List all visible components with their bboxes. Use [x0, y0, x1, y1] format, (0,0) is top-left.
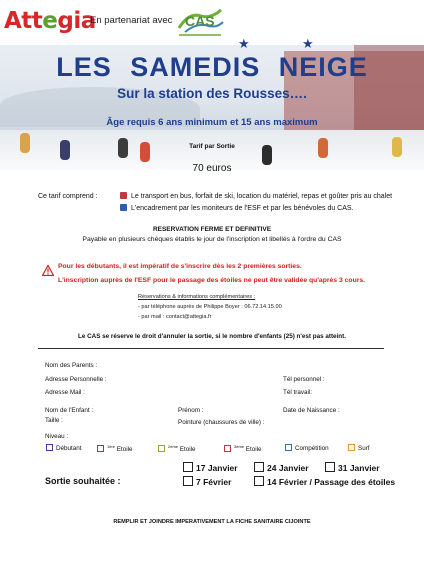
checkbox-icon[interactable]: [158, 445, 165, 452]
info-phone: - par téléphone auprès de Philippe Boyer : 06.72.14.15.00: [138, 304, 282, 310]
sortie-label: Sortie souhaitée :: [45, 476, 121, 486]
price: 70 euros: [192, 163, 232, 174]
checkbox-icon[interactable]: [224, 445, 231, 452]
tarif-item: Le transport en bus, forfait de ski, location du matériel, repas et goûter pris au chalet: [120, 192, 392, 200]
checkbox-icon[interactable]: [348, 444, 355, 451]
email-field[interactable]: Adresse Mail :: [45, 389, 85, 396]
child-name-field[interactable]: Nom de l'Enfant :: [45, 407, 94, 414]
checkbox-icon[interactable]: [254, 462, 264, 472]
checkbox-icon[interactable]: [183, 476, 193, 486]
attegia-logo: Attegia: [4, 8, 96, 34]
height-field[interactable]: Taille :: [45, 417, 63, 424]
tarif-label: Tarif par Sortie: [189, 143, 235, 150]
level-label: Niveau :: [45, 433, 69, 440]
work-phone-field[interactable]: Tél travail:: [283, 389, 313, 396]
page-title: LES SAMEDIS NEIGE: [56, 52, 368, 82]
checkbox-icon[interactable]: [285, 444, 292, 451]
cancellation-note: Le CAS se réserve le droit d'annuler la sortie, si le nombre d'enfants (25) n'est pas atteint.: [78, 333, 346, 340]
checkbox-icon[interactable]: [254, 476, 264, 486]
sortie-option-31-janvier[interactable]: 31 Janvier: [325, 462, 380, 473]
cas-logo: [175, 6, 227, 40]
partner-text: En partenariat avec: [90, 15, 173, 26]
age-requirement: Âge requis 6 ans minimum et 15 ans maximum: [106, 117, 318, 128]
tarif-includes-label: Ce tarif comprend :: [38, 193, 98, 200]
level-option-etoile-3[interactable]: $^{3ème}$ Etoile: [224, 444, 262, 453]
address-field[interactable]: Adresse Personnelle :: [45, 376, 107, 383]
personal-phone-field[interactable]: Tél personnel :: [283, 376, 325, 383]
sortie-option-14-fevrier[interactable]: 14 Février / Passage des étoiles: [254, 476, 395, 487]
reservation-text: Payable en plusieurs chèques établis le jour de l'inscription et libellés à l'ordre du CAS: [82, 236, 342, 243]
sortie-option-24-janvier[interactable]: 24 Janvier: [254, 462, 309, 473]
birth-date-field[interactable]: Date de Naissance :: [283, 407, 340, 414]
footer-note: REMPLIR ET JOINDRE IMPERATIVEMENT LA FICHE SANITAIRE CIJOINTE: [113, 519, 311, 525]
level-option-surf[interactable]: Surf: [348, 444, 370, 452]
tarif-item: L'encadrement par les moniteurs de l'ESF et par les bénévoles du CAS.: [120, 204, 354, 212]
level-option-competition[interactable]: Compétition: [285, 444, 329, 452]
level-option-etoile-1[interactable]: $^{1ère}$ Etoile: [97, 444, 133, 453]
sortie-option-17-janvier[interactable]: 17 Janvier: [183, 462, 238, 473]
red-square-icon: [120, 192, 127, 199]
warning-line-2: L'inscription auprès de l'ESF pour le passage des étoiles ne peut être validée qu'après 3 cours.: [58, 277, 366, 284]
checkbox-icon[interactable]: [46, 444, 53, 451]
first-name-field[interactable]: Prénom :: [178, 407, 204, 414]
reservation-title: RESERVATION FERME ET DEFINITIVE: [152, 226, 272, 233]
checkbox-icon[interactable]: [183, 462, 193, 472]
star-icon: ★: [238, 36, 250, 51]
cas-logo-text: CAS: [185, 13, 215, 29]
star-icon: ★: [302, 36, 314, 51]
shoe-size-field[interactable]: Pointure (chaussures de ville) :: [178, 419, 265, 426]
info-mail[interactable]: - par mail : contact@attegia.fr: [138, 314, 212, 320]
warning-icon: [42, 263, 54, 281]
parents-name-field[interactable]: Nom des Parents :: [45, 362, 98, 369]
page-subtitle: Sur la station des Rousses….: [117, 86, 307, 101]
info-title: Réservations & informations complémentaires :: [138, 294, 256, 300]
divider: [38, 348, 384, 349]
checkbox-icon[interactable]: [325, 462, 335, 472]
checkbox-icon[interactable]: [97, 445, 104, 452]
level-option-etoile-2[interactable]: $^{2ème}$ Etoile: [158, 444, 196, 453]
blue-square-icon: [120, 204, 127, 211]
level-option-debutant[interactable]: Débutant: [46, 444, 82, 452]
warning-line-1: Pour les débutants, il est impératif de s'inscrire dès les 2 premières sorties.: [58, 263, 302, 270]
sortie-option-7-fevrier[interactable]: 7 Février: [183, 476, 231, 487]
